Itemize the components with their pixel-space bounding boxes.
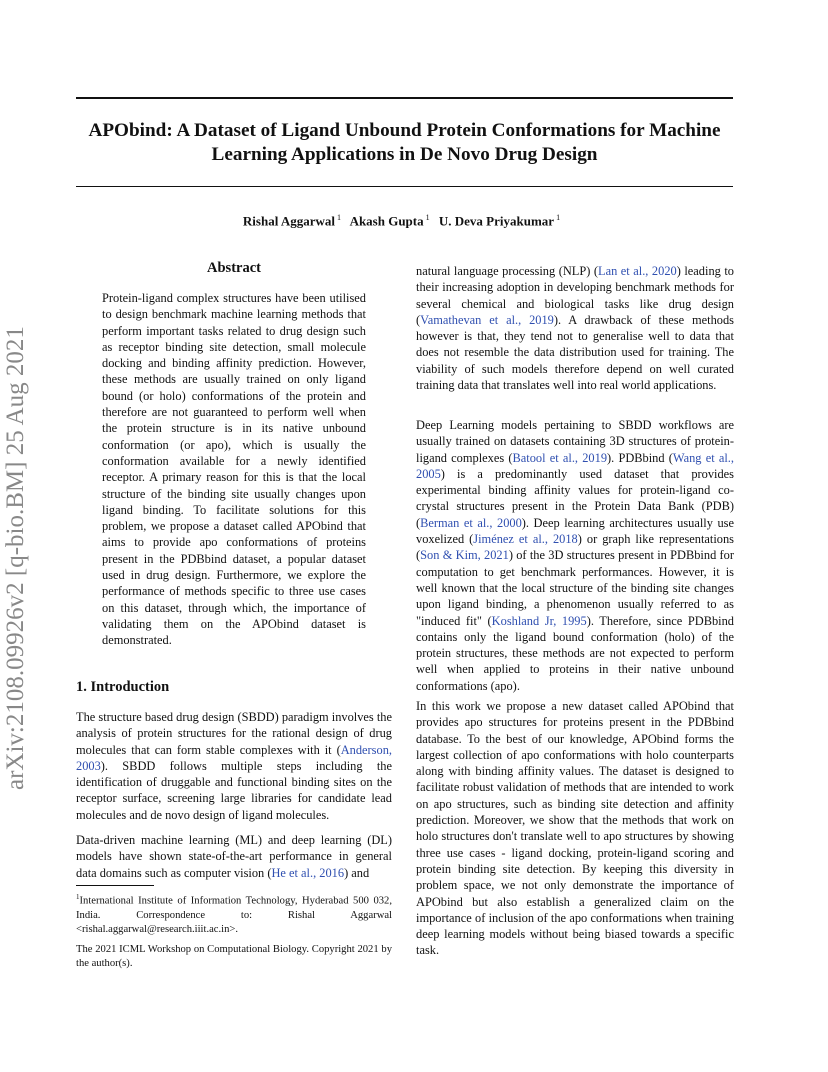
citation-link[interactable]: Anderson, 2003 — [76, 742, 392, 773]
citation-link[interactable]: Berman et al., 2000 — [420, 515, 522, 530]
arxiv-identifier-stamp: arXiv:2108.09926v2 [q-bio.BM] 25 Aug 2021 — [2, 326, 29, 790]
paragraph-text: The structure based drug design (SBDD) paradigm involves the analysis of protein structures for the rational design of drug molecules that can form stable complexes with it ( — [76, 710, 392, 757]
citation-link[interactable]: Jiménez et al., 2018 — [473, 532, 578, 547]
paragraph-text: ). Deep learning architectures usually use voxelized ( — [416, 515, 734, 547]
citation-link[interactable]: Wang et al., 2005 — [416, 450, 734, 481]
paragraph-text: ). PDBbind ( — [607, 450, 673, 465]
title-top-rule — [76, 97, 733, 99]
paragraph-text: Data-driven machine learning (ML) and deep learning (DL) models have shown state-of-the-art performance in general data domains such as computer vision ( — [76, 833, 392, 880]
paragraph-text: natural language processing (NLP) ( — [416, 264, 599, 278]
paragraph-text: ). Therefore, since PDBbind contains only the ligand bound conformation (holo) of the protein structures, these methods are not expected to perform well when applied to proteins in their native unbound conformations (apo). — [416, 613, 734, 693]
citation-link[interactable]: Vamathevan et al., 2019 — [420, 312, 554, 327]
paragraph-text: ). SBDD follows multiple steps including the identification of druggable and functional binding sites on the receptor surface, screening large libraries for candidate lead molecules and de novo design of ligand molecules. — [76, 758, 392, 822]
paragraph-text: ) and — [344, 865, 370, 880]
title-bottom-rule — [76, 186, 733, 187]
citation-link[interactable]: Son & Kim, 2021 — [420, 548, 509, 563]
author-affiliation-mark: 1 — [425, 213, 430, 222]
section-heading-introduction: 1. Introduction — [76, 679, 170, 695]
citation-link[interactable]: Batool et al., 2019 — [512, 450, 608, 465]
author-name: U. Deva Priyakumar — [438, 213, 555, 229]
paragraph-text: ) is a predominantly used dataset that provides experimental binding affinity values for protein-ligand co-crystal structures present in the Protein Data Bank (PDB) ( — [416, 466, 734, 530]
paper-title: APObind: A Dataset of Ligand Unbound Protein Conformations for Machine Learning Applications in De Novo Drug Design — [88, 120, 721, 165]
paragraph-text: ). A drawback of these methods however is that, they tend not to generalise well to data that does not resemble the data distribution used for training. The viability of such models therefore depend on well curated training data that translates well into real world applications. — [416, 312, 734, 393]
affiliation-footnote — [76, 890, 392, 937]
author-affiliation-mark: 1 — [337, 213, 342, 222]
introduction-paragraph — [76, 832, 392, 881]
citation-link[interactable]: Lan et al., 2020 — [598, 264, 677, 278]
body-paragraph — [416, 698, 734, 959]
footnote-mark: 1 — [76, 893, 80, 901]
abstract-heading: Abstract — [207, 260, 261, 276]
paragraph-text: In this work we propose a new dataset called APObind that provides apo structures for proteins present in the PDBbind database. To the best of our knowledge, APObind forms the largest collection of apo conformations with holo counterparts along with binding affinity values. The dataset is designed to facilitate robust validation of methods that are intended to work on apo structures, such as binding site detection and affinity prediction. Moreover, we show that the methods that work on holo structures don't translate well to apo structures by showing three use cases - ligand docking, protein-ligand scoring and protein binding site detection. By keeping this diversity in problem space, we not only demonstrate the importance of APObind but also establish a generalized claim on the importance of inclusion of the apo conformations when training deep learning models without being biased towards a specific task. — [416, 699, 734, 958]
body-paragraph — [416, 417, 734, 694]
author-name: Rishal Aggarwal — [242, 213, 336, 229]
workshop-copyright-note: The 2021 ICML Workshop on Computational Biology. Copyright 2021 by the author(s). — [76, 944, 392, 969]
footnote-text: International Institute of Information Technology, Hyderabad 500 032, India. Correspondence to: Rishal Aggarwal <rishal.aggarwal@research.iiit.ac.in>. — [76, 895, 392, 935]
paragraph-text: Deep Learning models pertaining to SBDD workflows are usually trained on datasets containing 3D structures of protein-ligand complexes ( — [416, 418, 734, 465]
paragraph-text: ) of the 3D structures present in PDBbind for computation to get benchmark performances. However, it is well known that the local structure of the binding site changes upon ligand binding, a phenomenon usually referred to as "induced fit" ( — [416, 548, 734, 628]
body-paragraph — [416, 263, 734, 393]
footnote-rule — [76, 885, 154, 886]
author-list — [76, 213, 733, 229]
abstract-body: Protein-ligand complex structures have been utilised to design benchmark machine learning methods that perform important tasks related to drug design such as receptor binding site detection, small molecule docking and binding affinity prediction. However, these methods are usually trained on only ligand bound (or holo) conformations of the protein and therefore are not guaranteed to perform well when the protein structure is in its native unbound conformation (or apo), which is usually the conformation available for a newly identified receptor. A primary reason for this is that the local structure of the binding site usually changes upon ligand binding. To facilitate solutions for this problem, we propose a dataset called APObind that aims to provide apo conformations of proteins present in the PDBbind dataset, a popular dataset used in drug design. Furthermore, we explore the performance of methods specific to three use cases on this dataset, through which, the importance of validating them on the APObind dataset is demonstrated. — [102, 291, 366, 648]
author-name: Akash Gupta — [349, 213, 424, 229]
introduction-paragraph — [76, 709, 392, 823]
paragraph-text: ) or graph like representations ( — [416, 532, 735, 563]
author-affiliation-mark: 1 — [556, 213, 561, 222]
paragraph-text: ) leading to their increasing adoption in developing benchmark methods for several chemical and biological tasks like drug design ( — [416, 264, 735, 327]
citation-link[interactable]: He et al., 2016 — [271, 865, 345, 880]
citation-link[interactable]: Koshland Jr, 1995 — [491, 613, 587, 628]
